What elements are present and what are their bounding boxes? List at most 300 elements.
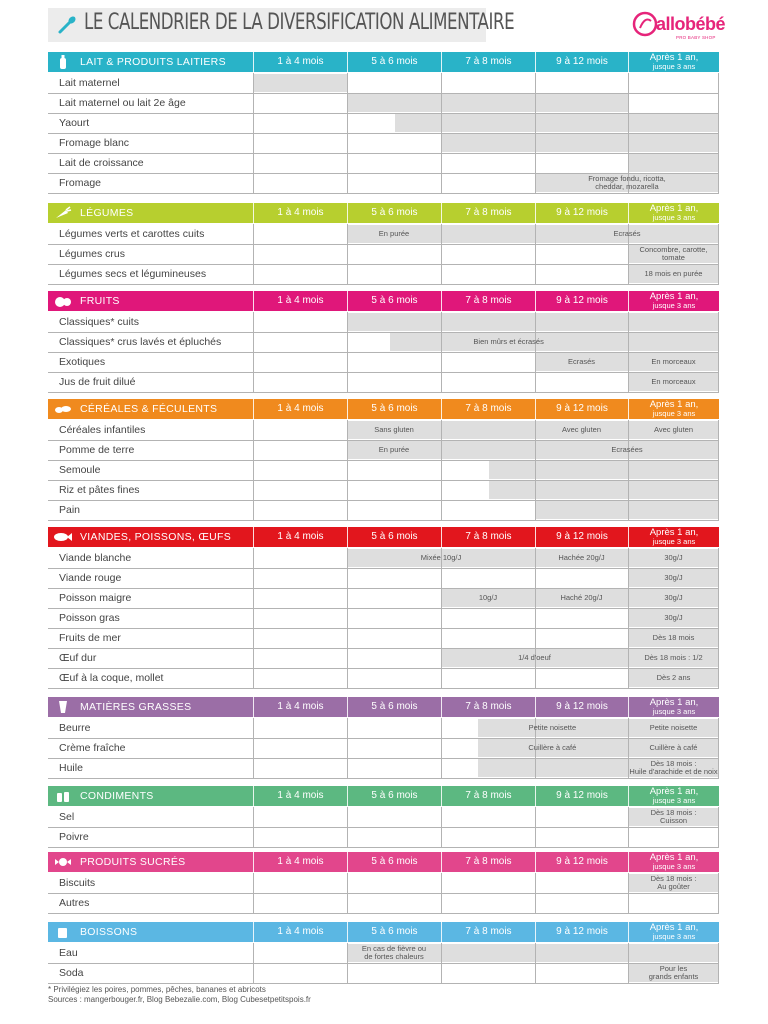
availability-bar: [629, 154, 719, 172]
row-label: Fruits de mer: [59, 632, 121, 644]
column-header-last: [628, 527, 719, 547]
table-row: [48, 873, 719, 894]
column-divider: [628, 312, 629, 332]
column-divider: [718, 73, 719, 93]
column-header: 9 à 12 mois: [535, 52, 628, 72]
table-row: [48, 460, 719, 481]
column-divider: [535, 113, 536, 133]
row-label: Biscuits: [59, 877, 96, 889]
column-divider: [441, 568, 442, 588]
section-title-label: MATIÈRES GRASSES: [80, 701, 192, 713]
column-divider: [347, 244, 348, 264]
row-label: Légumes secs et légumineuses: [59, 268, 207, 280]
column-header-line1: Après 1 an,: [649, 291, 699, 302]
cell-note: Cuillère à café: [649, 743, 698, 752]
table-row: [48, 548, 719, 569]
column-divider: [441, 827, 442, 847]
column-divider: [628, 113, 629, 133]
section-title: [48, 786, 253, 806]
column-header-line1: Après 1 an,: [649, 852, 699, 863]
availability-bar: [395, 114, 719, 132]
section-header: [48, 52, 719, 72]
column-divider: [253, 568, 254, 588]
cell-note: Dès 18 mois : Cuisson: [650, 808, 697, 825]
column-divider: [253, 173, 254, 193]
column-divider: [253, 893, 254, 913]
cell-note: Bien mûrs et écrasés: [473, 337, 544, 346]
cell-note: En purée: [378, 445, 410, 454]
section-title: [48, 527, 253, 547]
column-divider: [253, 628, 254, 648]
table-row: [48, 133, 719, 154]
column-header: 5 à 6 mois: [347, 52, 441, 72]
column-divider: [441, 873, 442, 893]
cell-note: Dès 18 mois : 1/2: [644, 653, 703, 662]
section-title: [48, 852, 253, 872]
row-label: Pain: [59, 504, 81, 516]
column-divider: [253, 352, 254, 372]
sources: Sources : mangerbouger.fr, Blog Bebezalie.com, Blog Cubesetpetitspois.fr: [48, 995, 311, 1004]
column-header-last: [628, 291, 719, 311]
column-divider: [441, 718, 442, 738]
cell-note: Hachée 20g/J: [558, 553, 605, 562]
column-divider: [253, 963, 254, 983]
column-header-line1: Après 1 an,: [649, 527, 699, 538]
table-row: [48, 668, 719, 689]
table-row: [48, 718, 719, 739]
column-divider: [441, 893, 442, 913]
column-divider: [441, 312, 442, 332]
column-divider: [535, 500, 536, 520]
carrot-icon: [52, 203, 74, 223]
column-header-line1: Après 1 an,: [649, 399, 699, 410]
column-divider: [628, 460, 629, 480]
column-divider: [441, 264, 442, 284]
column-header: 9 à 12 mois: [535, 527, 628, 547]
column-header: 1 à 4 mois: [253, 786, 347, 806]
table-row: [48, 312, 719, 333]
column-divider: [253, 224, 254, 244]
column-divider: [347, 460, 348, 480]
column-divider: [535, 73, 536, 93]
column-divider: [347, 500, 348, 520]
column-divider: [441, 224, 442, 244]
column-divider: [628, 73, 629, 93]
cell-note: Pour les grands enfants: [648, 964, 699, 981]
column-header-line2: jusque 3 ans: [652, 301, 696, 310]
column-divider: [535, 668, 536, 688]
cell-note: 30g/J: [664, 593, 683, 602]
cell-note: Ecrasés: [613, 229, 641, 238]
column-divider: [628, 93, 629, 113]
column-divider: [347, 568, 348, 588]
row-label: Poisson maigre: [59, 592, 132, 604]
column-header: 5 à 6 mois: [347, 203, 441, 223]
column-header: 7 à 8 mois: [441, 697, 535, 717]
row-label: Classiques* crus lavés et épluchés: [59, 336, 222, 348]
column-divider: [253, 133, 254, 153]
table-row: [48, 963, 719, 984]
section-header: [48, 527, 719, 547]
row-label: Autres: [59, 897, 90, 909]
column-header: 1 à 4 mois: [253, 52, 347, 72]
cell-note: Petite noisette: [528, 723, 577, 732]
column-divider: [628, 500, 629, 520]
column-divider: [535, 312, 536, 332]
column-divider: [347, 372, 348, 392]
column-header: 1 à 4 mois: [253, 697, 347, 717]
candy-icon: [52, 852, 74, 872]
cell-note: En morceaux: [651, 377, 696, 386]
column-header: 1 à 4 mois: [253, 922, 347, 942]
cell-note: Dès 18 mois: [652, 633, 695, 642]
column-divider: [718, 893, 719, 913]
section-fruits: [48, 291, 719, 393]
column-header-last: [628, 52, 719, 72]
logo-wordmark: allobébé: [656, 14, 726, 34]
column-divider: [535, 608, 536, 628]
column-header: 5 à 6 mois: [347, 852, 441, 872]
column-header-last: [628, 399, 719, 419]
column-divider: [628, 133, 629, 153]
column-divider: [441, 807, 442, 827]
cell-note: 30g/J: [664, 613, 683, 622]
cell-note: En morceaux: [651, 357, 696, 366]
cell-note: Dès 2 ans: [656, 673, 691, 682]
column-divider: [535, 460, 536, 480]
column-divider: [718, 460, 719, 480]
column-divider: [347, 73, 348, 93]
column-divider: [347, 668, 348, 688]
section-boissons: [48, 922, 719, 984]
column-header-last: [628, 786, 719, 806]
column-divider: [347, 93, 348, 113]
column-divider: [253, 873, 254, 893]
column-header: 7 à 8 mois: [441, 52, 535, 72]
row-label: Lait de croissance: [59, 157, 144, 169]
footnote: * Privilégiez les poires, pommes, pêches, bananes et abricots: [48, 985, 266, 994]
column-divider: [253, 648, 254, 668]
cell-note: Ecrasés: [567, 357, 596, 366]
page-title: LE CALENDRIER DE LA DIVERSIFICATION ALIMENTAIRE: [84, 9, 515, 35]
availability-bar: [348, 94, 628, 112]
section-legumes: [48, 203, 719, 285]
section-lait-produits-laitiers: [48, 52, 719, 194]
spoon-icon: [56, 14, 78, 36]
column-divider: [347, 873, 348, 893]
column-divider: [441, 758, 442, 778]
column-divider: [253, 827, 254, 847]
section-title: [48, 922, 253, 942]
column-divider: [347, 113, 348, 133]
row-label: Œuf à la coque, mollet: [59, 672, 164, 684]
table-row: [48, 420, 719, 441]
cell-note: Concombre, carotte, tomate: [639, 245, 708, 262]
column-divider: [253, 440, 254, 460]
availability-bar: [489, 461, 719, 479]
cell-note: 10g/J: [478, 593, 498, 602]
column-divider: [535, 893, 536, 913]
column-header: 1 à 4 mois: [253, 399, 347, 419]
section-title: [48, 203, 253, 223]
cell-note: Dès 18 mois : Au goûter: [650, 874, 697, 891]
column-divider: [718, 827, 719, 847]
column-divider: [718, 312, 719, 332]
availability-bar: [348, 313, 719, 331]
table-row: [48, 628, 719, 649]
column-divider: [253, 480, 254, 500]
column-divider: [347, 893, 348, 913]
column-header: 5 à 6 mois: [347, 786, 441, 806]
column-divider: [441, 460, 442, 480]
column-header-last: [628, 697, 719, 717]
column-divider: [253, 608, 254, 628]
column-divider: [253, 244, 254, 264]
cell-note: 1/4 d'oeuf: [518, 653, 551, 662]
column-divider: [535, 758, 536, 778]
column-divider: [347, 352, 348, 372]
cell-note: Fromage fondu, ricotta, cheddar, mozarella: [588, 174, 666, 191]
column-divider: [441, 93, 442, 113]
section-cereales-feculents: [48, 399, 719, 521]
section-title-label: LÉGUMES: [80, 207, 134, 219]
column-header-line1: Après 1 an,: [649, 52, 699, 63]
column-divider: [441, 500, 442, 520]
column-divider: [628, 893, 629, 913]
column-divider: [347, 738, 348, 758]
row-label: Huile: [59, 762, 83, 774]
column-divider: [441, 738, 442, 758]
column-divider: [347, 312, 348, 332]
column-divider: [253, 668, 254, 688]
column-divider: [253, 73, 254, 93]
section-header: [48, 852, 719, 872]
cell-note: 30g/J: [664, 573, 683, 582]
column-header-line1: Après 1 an,: [649, 203, 699, 214]
row-label: Yaourt: [59, 117, 90, 129]
column-divider: [441, 372, 442, 392]
column-divider: [441, 480, 442, 500]
row-label: Poivre: [59, 831, 89, 843]
fish-icon: [52, 527, 74, 547]
column-divider: [535, 827, 536, 847]
row-label: Œuf dur: [59, 652, 97, 664]
column-divider: [347, 133, 348, 153]
section-matieres-grasses: [48, 697, 719, 779]
cell-note: Mixée 10g/J: [420, 553, 462, 562]
table-row: [48, 827, 719, 848]
table-row: [48, 893, 719, 914]
section-header: [48, 697, 719, 717]
column-divider: [253, 332, 254, 352]
column-divider: [347, 608, 348, 628]
column-divider: [441, 943, 442, 963]
column-divider: [347, 963, 348, 983]
table-row: [48, 807, 719, 828]
column-header: 7 à 8 mois: [441, 203, 535, 223]
cell-note: En cas de fièvre ou de fortes chaleurs: [361, 944, 427, 961]
column-divider: [535, 480, 536, 500]
column-header: 9 à 12 mois: [535, 852, 628, 872]
column-divider: [253, 153, 254, 173]
column-divider: [441, 963, 442, 983]
table-row: [48, 352, 719, 373]
column-divider: [441, 133, 442, 153]
row-label: Soda: [59, 967, 84, 979]
bottle-icon: [52, 52, 74, 72]
column-divider: [441, 440, 442, 460]
table-row: [48, 480, 719, 501]
section-viandes-poissons-ufs: [48, 527, 719, 689]
column-header-line2: jusque 3 ans: [652, 409, 696, 418]
table-row: [48, 113, 719, 134]
grain-icon: [52, 399, 74, 419]
table-row: [48, 372, 719, 393]
column-header-line2: jusque 3 ans: [652, 932, 696, 941]
column-header: 5 à 6 mois: [347, 527, 441, 547]
cup-icon: [52, 922, 74, 942]
column-divider: [718, 133, 719, 153]
column-header: 7 à 8 mois: [441, 786, 535, 806]
availability-bar: [254, 74, 347, 92]
column-header: 5 à 6 mois: [347, 697, 441, 717]
cell-note: Ecrasées: [611, 445, 643, 454]
section-header: [48, 203, 719, 223]
section-title: [48, 697, 253, 717]
column-divider: [441, 352, 442, 372]
row-label: Fromage blanc: [59, 137, 130, 149]
column-divider: [535, 963, 536, 983]
column-header: 9 à 12 mois: [535, 399, 628, 419]
butter-icon: [52, 697, 74, 717]
section-produits-sucres: [48, 852, 719, 914]
section-title: [48, 52, 253, 72]
column-divider: [628, 480, 629, 500]
row-label: Céréales infantiles: [59, 424, 146, 436]
column-divider: [441, 113, 442, 133]
cell-note: Sans gluten: [374, 425, 414, 434]
salt-icon: [52, 786, 74, 806]
column-divider: [535, 873, 536, 893]
table-row: [48, 244, 719, 265]
section-title: [48, 399, 253, 419]
section-title-label: CONDIMENTS: [80, 790, 154, 802]
column-divider: [347, 480, 348, 500]
table-row: [48, 224, 719, 245]
column-divider: [535, 264, 536, 284]
table-row: [48, 588, 719, 609]
row-label: Crème fraîche: [59, 742, 126, 754]
row-label: Classiques* cuits: [59, 316, 139, 328]
row-label: Lait maternel ou lait 2e âge: [59, 97, 186, 109]
column-divider: [535, 943, 536, 963]
row-label: Poisson gras: [59, 612, 120, 624]
column-header: 5 à 6 mois: [347, 399, 441, 419]
column-divider: [441, 668, 442, 688]
column-divider: [347, 153, 348, 173]
table-row: [48, 500, 719, 521]
row-label: Légumes crus: [59, 248, 125, 260]
cell-note: 30g/J: [664, 553, 683, 562]
column-header: 7 à 8 mois: [441, 922, 535, 942]
table-row: [48, 264, 719, 285]
column-header-line2: jusque 3 ans: [652, 213, 696, 222]
cell-note: Haché 20g/J: [560, 593, 603, 602]
column-divider: [347, 648, 348, 668]
section-title-label: PRODUITS SUCRÉS: [80, 856, 186, 868]
column-divider: [535, 153, 536, 173]
column-divider: [253, 312, 254, 332]
row-label: Lait maternel: [59, 77, 120, 89]
column-header: 1 à 4 mois: [253, 291, 347, 311]
column-divider: [253, 93, 254, 113]
column-divider: [718, 153, 719, 173]
table-row: [48, 648, 719, 669]
table-row: [48, 758, 719, 779]
column-divider: [441, 244, 442, 264]
column-divider: [253, 548, 254, 568]
column-header: 9 à 12 mois: [535, 697, 628, 717]
table-row: [48, 73, 719, 94]
column-divider: [718, 943, 719, 963]
column-divider: [441, 73, 442, 93]
row-label: Fromage: [59, 177, 102, 189]
column-header: 9 à 12 mois: [535, 291, 628, 311]
column-header: 1 à 4 mois: [253, 852, 347, 872]
cell-note: Avec gluten: [561, 425, 602, 434]
row-label: Beurre: [59, 722, 91, 734]
table-row: [48, 608, 719, 629]
column-divider: [253, 943, 254, 963]
section-title-label: BOISSONS: [80, 926, 138, 938]
table-row: [48, 440, 719, 461]
cell-note: Dès 18 mois : Huile d'arachide et de noix: [629, 759, 718, 776]
table-row: [48, 738, 719, 759]
column-divider: [347, 628, 348, 648]
column-header-line1: Après 1 an,: [649, 697, 699, 708]
row-label: Riz et pâtes fines: [59, 484, 140, 496]
table-row: [48, 93, 719, 114]
table-row: [48, 153, 719, 174]
column-divider: [441, 608, 442, 628]
column-divider: [253, 264, 254, 284]
cell-note: Petite noisette: [649, 723, 698, 732]
column-header: 7 à 8 mois: [441, 399, 535, 419]
column-header-last: [628, 922, 719, 942]
column-divider: [253, 420, 254, 440]
table-row: [48, 332, 719, 353]
column-divider: [535, 133, 536, 153]
column-header: 7 à 8 mois: [441, 527, 535, 547]
section-header: [48, 291, 719, 311]
column-divider: [718, 500, 719, 520]
column-divider: [718, 93, 719, 113]
cell-note: 18 mois en purée: [644, 269, 703, 278]
section-title: [48, 291, 253, 311]
column-divider: [347, 332, 348, 352]
column-divider: [441, 420, 442, 440]
cell-note: Cuillère à café: [528, 743, 577, 752]
column-header-line2: jusque 3 ans: [652, 707, 696, 716]
column-divider: [253, 500, 254, 520]
column-header: 1 à 4 mois: [253, 527, 347, 547]
logo-tagline: PRO BABY SHOP: [676, 35, 716, 40]
row-label: Sel: [59, 811, 75, 823]
section-condiments: [48, 786, 719, 848]
column-divider: [253, 460, 254, 480]
column-divider: [347, 807, 348, 827]
column-divider: [535, 628, 536, 648]
